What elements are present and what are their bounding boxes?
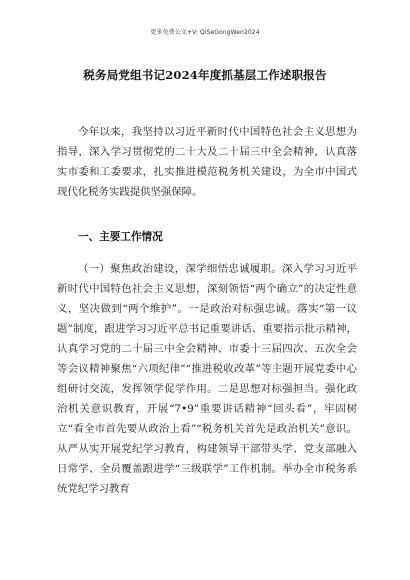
- section-1-paragraph-1: （一）聚焦政治建设，深学细悟忠诚履职。深入学习习近平新时代中国特色社会主义思想，深刻领悟“两个确立”的决定性意义，坚决做到“两个维护”。一是政治对标强忠诚。落实“第一议题”制度，跟进学习习近平总书记重要讲话、重要指示批示精神，认真学习党的二十届三中全会精神、市委十三届四次、五次全会等会议精神聚焦“六项纪律”“推进税收改革”等主题开展党委中心组研讨交流，发挥领学促学作用。二是思想对标强担当。强化政治机关意识教育，开展“7•9”重要讲话精神“回头看”，牢固树立“看全市首先要从政治上看”“税务机关首先是政治机关”意识。从严从实开展党纪学习教育，构建领导干部带头学、党支部融入日常学、全员覆盖跟进学“三级联学”工作机制。举办全市税务系统党纪学习教育: [57, 263, 357, 495]
- header-note: 更多免费公文+V: QiSeGongWen2024: [150, 29, 260, 36]
- section-heading-main-work: 一、主要工作情况: [78, 231, 163, 243]
- intro-paragraph: 今年以来，我坚持以习近平新时代中国特色社会主义思想为指导，深入学习贯彻党的二十大及二十届三中全会精神，认真落实市委和工委要求，扎实推进模范税务机关建设，为全市中国式现代化税务实践提供坚强保障。: [57, 126, 357, 198]
- document-title: 税务局党组书记2024年度抓基层工作述职报告: [83, 68, 327, 82]
